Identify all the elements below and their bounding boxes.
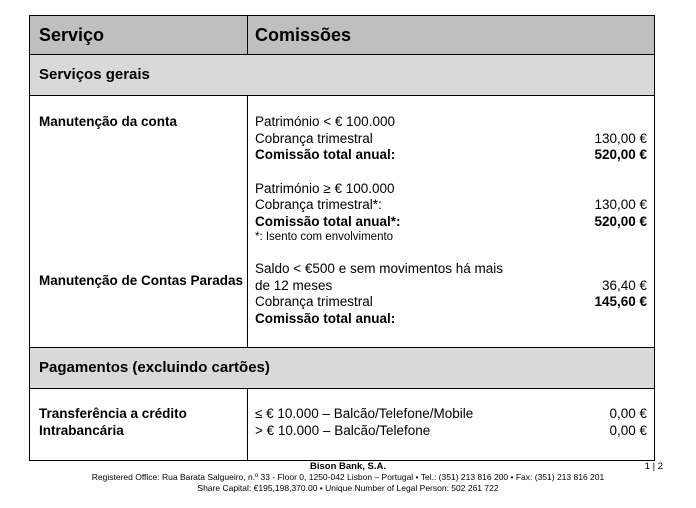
total-value: 520,00 € [594,147,647,162]
quarterly-value: 145,60 € [594,294,647,309]
total-value: 520,00 € [594,213,647,229]
total-label: Comissão total anual: [255,147,396,162]
quarterly-value: 130,00 € [594,197,647,212]
footer-office: Registered Office: Rua Barata Salgueiro, n.º 33 - Floor 0, 1250-042 Lisbon – Portugal • Tel.: (351) 213 816 200 • Fax: (351) 213 816 201 [91,472,605,482]
transfer-line-1: ≤ € 10.000 – Balcão/Telefone/Mobile [255,406,474,421]
footer-bank-name: Bison Bank, S.A. [309,461,386,472]
transfer-value-1: 0,00 € [609,406,647,421]
total-label: Comissão total anual: [255,310,396,326]
condition-line-2: de 12 meses [255,277,333,293]
page-number: 1 | 2 [644,461,663,472]
quarterly-value: 130,00 € [594,130,647,146]
maintenance-label: Manutenção da conta [39,114,178,129]
condition-text: Património ≥ € 100.000 [255,180,395,196]
table-row-maintenance [30,96,654,348]
section-payments: Pagamentos (excluindo cartões) [30,348,654,389]
table-row-transfer [30,389,654,460]
transfer-line-2: > € 10.000 – Balcão/Telefone [255,423,431,438]
commission-cell-transfer [248,389,654,460]
dormant-label: Manutenção de Contas Paradas [39,272,244,288]
transfer-value-2: 0,00 € [609,423,647,438]
transfer-label-1: Transferência a crédito [39,406,187,421]
condition-value: 36,40 € [601,277,647,293]
section-general-services: Serviços gerais [30,55,654,96]
commission-cell-maintenance [248,96,654,347]
header-service: Serviço [30,16,248,54]
quarterly-label: Cobrança trimestral*: [255,197,382,212]
maintenance-block-1 [255,96,647,164]
quarterly-label: Cobrança trimestral [255,294,373,309]
header-commissions: Comissões [255,25,352,45]
condition-line-1: Saldo < €500 e sem movimentos há mais [255,261,504,276]
footer-capital: Share Capital: €195,198,370.00 • Unique Number of Legal Person: 502 261 722 [197,483,499,493]
table-header [30,16,654,55]
maintenance-block-2 [255,181,647,246]
total-label: Comissão total anual*: [255,213,401,229]
service-cell-maintenance [30,96,248,347]
page-footer [0,461,696,494]
service-cell-transfer [30,389,248,460]
dormant-block [255,261,647,327]
transfer-label-2: Intrabancária [39,423,124,438]
fees-table [29,15,655,461]
condition-text: Património < € 100.000 [255,114,395,129]
quarterly-label: Cobrança trimestral [255,130,373,146]
exemption-note: *: Isento com envolvimento [255,231,394,243]
